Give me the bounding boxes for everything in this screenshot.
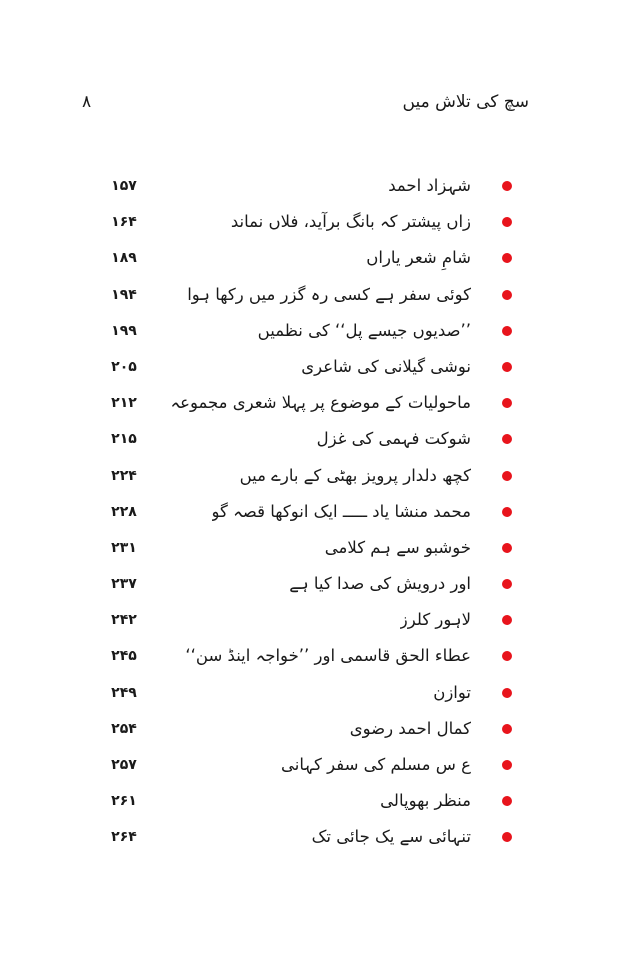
toc-entry <box>0 351 621 387</box>
entry-page-number: ۲۵۴ <box>111 720 137 737</box>
toc-entry <box>0 496 621 532</box>
entry-title: ع س مسلم کی سفر کہانی <box>281 755 471 774</box>
toc-entry <box>0 387 621 423</box>
entry-page-number: ۲۶۴ <box>111 829 137 846</box>
entry-title: کمال احمد رضوی <box>349 718 471 738</box>
entry-page-number: ۲۵۷ <box>111 757 137 773</box>
bullet-icon <box>502 434 512 444</box>
bullet-icon <box>502 651 512 661</box>
book-title: سچ کی تلاش میں <box>402 92 529 112</box>
bullet-icon <box>502 471 512 481</box>
entry-title: لاہور کلرز <box>399 610 471 630</box>
entry-title: ماحولیات کے موضوع پر پہلا شعری مجموعہ <box>170 393 471 413</box>
entry-page-number: ۲۱۵ <box>111 431 137 448</box>
bullet-icon <box>502 507 512 517</box>
entry-title: اور درویش کی صدا کیا ہے <box>289 574 471 594</box>
entry-page-number: ۱۹۹ <box>111 322 137 339</box>
bullet-icon <box>502 724 512 734</box>
toc-entry <box>0 568 621 604</box>
entry-page-number: ۱۶۴ <box>111 214 137 231</box>
entry-title: شوکت فہمی کی غزل <box>316 429 471 449</box>
bullet-icon <box>502 579 512 589</box>
entry-title: نوشی گیلانی کی شاعری <box>301 356 471 376</box>
entry-page-number: ۱۹۴ <box>111 286 137 303</box>
entry-page-number: ۲۶۱ <box>111 793 137 810</box>
bullet-icon <box>502 217 512 227</box>
bullet-icon <box>502 398 512 408</box>
entry-page-number: ۲۱۲ <box>111 395 137 412</box>
entry-title: ’’صدیوں جیسے پل‘‘ کی نظمیں <box>257 320 471 340</box>
bullet-icon <box>502 615 512 625</box>
bullet-icon <box>502 832 512 842</box>
toc-entry <box>0 170 621 206</box>
entry-title: زاں پیشتر کہ بانگ برآید، فلاں نماند <box>230 212 471 232</box>
bullet-icon <box>502 253 512 263</box>
toc-entry <box>0 532 621 568</box>
page-header <box>0 90 621 122</box>
bullet-icon <box>502 181 512 191</box>
entry-title: شہزاد احمد <box>388 176 471 195</box>
toc-entry <box>0 604 621 640</box>
toc-entry <box>0 460 621 496</box>
entry-title: تنہائی سے یک جائی تک <box>311 827 471 847</box>
entry-title: کوئی سفر ہے کسی رہ گزر میں رکھا ہوا <box>187 284 471 304</box>
toc-entry <box>0 206 621 242</box>
entry-page-number: ۲۲۴ <box>111 467 137 484</box>
entry-page-number: ۲۰۵ <box>111 358 137 375</box>
entry-page-number: ۲۴۵ <box>111 648 137 665</box>
toc-entry <box>0 242 621 278</box>
entry-page-number: ۲۲۸ <box>111 503 137 520</box>
entry-page-number: ۱۸۹ <box>111 250 137 267</box>
toc-entry <box>0 713 621 749</box>
entry-title: کچھ دلدار پرویز بھٹی کے بارے میں <box>239 465 471 485</box>
toc-entry <box>0 821 621 857</box>
entry-page-number: ۲۳۷ <box>111 576 137 593</box>
bullet-icon <box>502 543 512 553</box>
toc-entry <box>0 279 621 315</box>
bullet-icon <box>502 796 512 806</box>
entry-title: خوشبو سے ہم کلامی <box>324 537 471 557</box>
bullet-icon <box>502 760 512 770</box>
bullet-icon <box>502 326 512 336</box>
entry-page-number: ۱۵۷ <box>111 178 137 194</box>
entry-title: محمد منشا یاد ـــــ ایک انوکھا قصہ گو <box>211 501 471 521</box>
bullet-icon <box>502 290 512 300</box>
entry-title: توازن <box>433 682 471 702</box>
page-number: ۸ <box>82 92 92 112</box>
toc-entry <box>0 749 621 785</box>
toc-entry <box>0 315 621 351</box>
entry-page-number: ۲۳۱ <box>111 539 137 556</box>
entry-page-number: ۲۴۹ <box>111 684 137 701</box>
entry-title: منظر بھوپالی <box>380 791 471 811</box>
bullet-icon <box>502 688 512 698</box>
entry-title: شامِ شعر یاراں <box>366 248 471 268</box>
table-of-contents <box>0 170 621 858</box>
toc-entry <box>0 640 621 676</box>
bullet-icon <box>502 362 512 372</box>
entry-title: عطاء الحق قاسمی اور ’’خواجہ اینڈ سن‘‘ <box>185 646 471 666</box>
toc-entry <box>0 785 621 821</box>
entry-page-number: ۲۴۲ <box>111 612 137 629</box>
toc-entry <box>0 677 621 713</box>
toc-entry <box>0 423 621 459</box>
